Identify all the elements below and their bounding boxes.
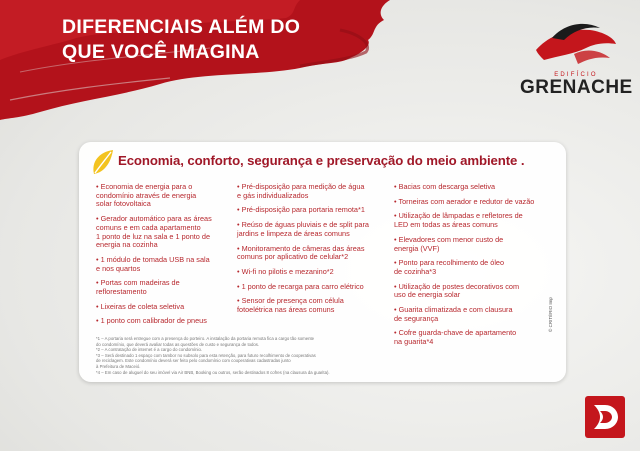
leaf-icon <box>91 148 115 176</box>
features-column-2 <box>237 183 383 321</box>
logo-wordmark: GRENACHE <box>520 77 633 98</box>
feature-item: • Guarita climatizada e com clausura de segurança <box>394 305 513 323</box>
feature-item: • Cofre guarda-chave de apartamento na guarita*4 <box>394 328 517 347</box>
feature-item: • Bacias com descarga seletiva <box>394 182 496 191</box>
feature-item: • 1 ponto com calibrador de pneus <box>96 316 207 326</box>
feature-item: • Utilização de lâmpadas e refletores de LED em todas as áreas comuns <box>394 211 523 230</box>
footnote-line: *2 – A contratação de internet é a cargo do condomínio. <box>96 347 203 353</box>
grenache-logo <box>520 20 632 98</box>
brand-corner-icon <box>585 396 625 438</box>
features-column-1 <box>96 183 226 332</box>
feature-item: • Reúso de águas pluviais e de split para jardins e limpeza de áreas comuns <box>237 220 369 238</box>
headline-line-2: QUE VOCÊ IMAGINA <box>62 41 260 63</box>
footnotes <box>96 336 536 375</box>
feature-item: • Utilização de postes decorativos com uso de energia solar <box>394 281 520 300</box>
feature-item: • Ponto para recolhimento de óleo de cozinha*3 <box>394 258 505 276</box>
feature-item: • Pré-disposição para medição de água e gás individualizados <box>237 182 365 200</box>
feature-item: • Economia de energia para o condomínio através de energia solar fotovoltaica <box>96 182 197 209</box>
feature-item: • Gerador automático para as áreas comuns e em cada apartamento 1 ponto de luz na sala e 1 ponto de energia na cozinha <box>96 214 212 250</box>
feature-item: • Elevadores com menor custo de energia (VVF) <box>394 234 504 253</box>
feature-item: • Portas com madeiras de reflorestamento <box>96 278 180 297</box>
feature-item: • 1 módulo de tomada USB na sala e nos quartos <box>96 254 210 273</box>
headline-line-1: DIFERENCIAIS ALÉM DO <box>62 16 301 38</box>
features-column-3 <box>394 183 554 353</box>
logo-brush-icon <box>534 20 618 72</box>
feature-item: • Torneiras com aerador e redutor de vazão <box>394 196 535 206</box>
footnote-line: à Prefeitura de Maceió. <box>96 363 141 369</box>
vertical-credit-tag: © CRITÉRIO Imp <box>548 297 553 332</box>
footnote-line: de reciclagem. Este condomínio deverá ser feito pelo condomínio com cooperativas cadastradas junto <box>96 358 291 364</box>
features-card <box>79 142 566 382</box>
footnote-line: *4 – Em caso de aluguel do seu imóvel via Air BNB, Booking ou outros, serão destinados 8 cofres (na clausura da guarita). <box>96 369 330 375</box>
feature-item: • Sensor de presença com célula fotoelétrica nas áreas comuns <box>237 296 344 315</box>
footnote-line: *3 – Será destinado 1 espaço com tambor no subsolo para esta retenção, para futuro recolhimento de cooperativas <box>96 352 316 358</box>
footnote-line: *1 – A portaria será entregue com a presença do porteiro. A instalação da portaria remota fica a cargo tão somente <box>96 336 315 341</box>
page-headline <box>62 15 300 65</box>
feature-item: • Wi-fi no pilotis e mezanino*2 <box>237 266 334 276</box>
feature-item: • Monitoramento de câmeras das áreas comuns por aplicativo de celular*2 <box>237 243 365 262</box>
logo-subtitle: EDIFÍCIO <box>554 72 598 78</box>
feature-item: • Pré-disposição para portaria remota*1 <box>237 205 365 215</box>
card-title: Economia, conforto, segurança e preservação do meio ambiente . <box>118 153 525 168</box>
feature-item: • 1 ponto de recarga para carro elétrico <box>237 281 364 291</box>
feature-item: • Lixeiras de coleta seletiva <box>96 301 185 311</box>
footnote-line: do condomínio, que deverá avaliar todas as questões de custo e segurança de todos. <box>96 341 260 347</box>
